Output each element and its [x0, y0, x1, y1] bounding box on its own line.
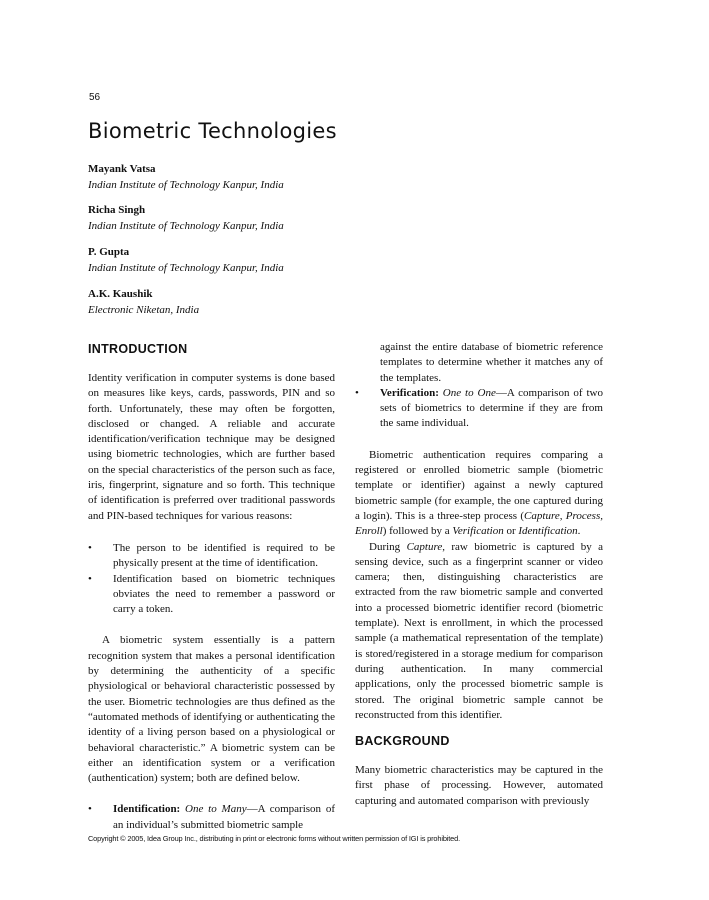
text-run: ) followed by a	[382, 525, 453, 538]
author-affiliation: Indian Institute of Technology Kanpur, India	[88, 179, 284, 191]
list-item	[355, 386, 603, 432]
definition-text: —A comparison of an individual’s submitted biometric sample	[113, 803, 335, 831]
section-heading-introduction: INTRODUCTION	[88, 342, 188, 356]
author-name: Mayank Vatsa	[88, 163, 156, 175]
definition-list	[88, 802, 335, 833]
intro-paragraph-3	[355, 448, 603, 540]
intro-paragraph-4	[355, 540, 603, 724]
author-affiliation: Electronic Niketan, India	[88, 304, 200, 316]
list-item: • Identification based on biometric techniques obviates the need to remember a password or carry a token.	[88, 572, 335, 618]
author-name: A.K. Kaushik	[88, 288, 153, 300]
definition-list	[355, 386, 603, 432]
left-column	[88, 371, 335, 833]
copyright-footer: Copyright © 2005, Idea Group Inc., distributing in print or electronic forms without written permission of IGI is prohibited.	[88, 834, 461, 843]
definition-continuation: against the entire database of biometric reference templates to determine whether it matches any of the templates.	[380, 341, 603, 384]
text-run: During	[369, 540, 407, 553]
definition-subtitle: One to Many	[185, 803, 247, 816]
list-item: • The person to be identified is required to be physically present at the time of identification.	[88, 541, 335, 572]
author-block	[88, 286, 199, 318]
author-name: P. Gupta	[88, 246, 130, 258]
page-number: 56	[89, 92, 101, 103]
definition-term: Identification:	[113, 803, 181, 816]
background-paragraph-1: Many biometric characteristics may be captured in the first phase of processing. However, automated capturing and automated comparison with previously	[355, 764, 603, 807]
definition-subtitle: One to One	[442, 386, 496, 399]
reasons-list	[88, 541, 335, 617]
list-item	[88, 802, 335, 833]
author-affiliation: Indian Institute of Technology Kanpur, India	[88, 262, 284, 274]
definition-text: —A comparison of two sets of biometrics to determine if they are from the same individual.	[380, 386, 603, 430]
definition-term: Verification:	[380, 386, 439, 399]
author-affiliation: Indian Institute of Technology Kanpur, India	[88, 220, 284, 232]
author-name: Richa Singh	[88, 204, 146, 216]
text-run: Identification	[518, 525, 578, 538]
author-block	[88, 202, 284, 234]
text-run: .	[577, 525, 581, 538]
intro-paragraph-2: A biometric system essentially is a pattern recognition system that makes a personal identification by determining the authenticity of a specific physiological or behavioral characteristic possessed by the user. Biometric technologies are thus defined as the “automated methods of identifying or authenticating the identity of a living person based on a physiological or behavioral characteristic.” A biometric system can be either an identification system or a verification (authentication) system; both are defined below.	[88, 634, 335, 785]
text-run: Biometric authentication requires comparing a registered or enrolled biometric sample (biometric template or identifier) against a newly captured biometric sample (for example, the one captured during a login). This is a three-step process (	[355, 448, 603, 522]
text-run: or	[503, 525, 519, 538]
right-column	[355, 340, 603, 723]
text-run: Capture, Process, Enroll	[355, 509, 603, 538]
author-block	[88, 161, 284, 193]
section-heading-background: BACKGROUND	[355, 734, 450, 748]
text-run: Capture	[406, 540, 443, 553]
text-run: , raw biometric is captured by a sensing device, such as a fingerprint scanner or video camera; then, distinguishing characteristics are extracted from the raw biometric sample and converted into a processed biometric identifier record (biometric template). Next is enrollment, in which the processed sample (a mathematical representation of the template) is stored/registered in a storage medium for comparison during authentication. In many commercial applications, only the processed biometric sample is stored. The original biometric sample cannot be reconstructed from this identifier.	[355, 540, 603, 721]
background-text	[355, 763, 603, 809]
intro-paragraph-1: Identity verification in computer systems is done based on measures like keys, cards, passwords, PIN and so forth. Unfortunately, these may often be forgotten, disclosed or changed. A reliable and accurate identification/verification technique may be designed using biometric technologies, which are further based on the special characteristics of the person such as face, iris, fingerprint, signature and so forth. This technique of identification is preferred over traditional passwords and PIN-based techniques for various reasons:	[88, 372, 335, 522]
text-run: Verification	[452, 525, 504, 538]
author-block	[88, 244, 284, 276]
article-title: Biometric Technologies	[88, 119, 337, 143]
